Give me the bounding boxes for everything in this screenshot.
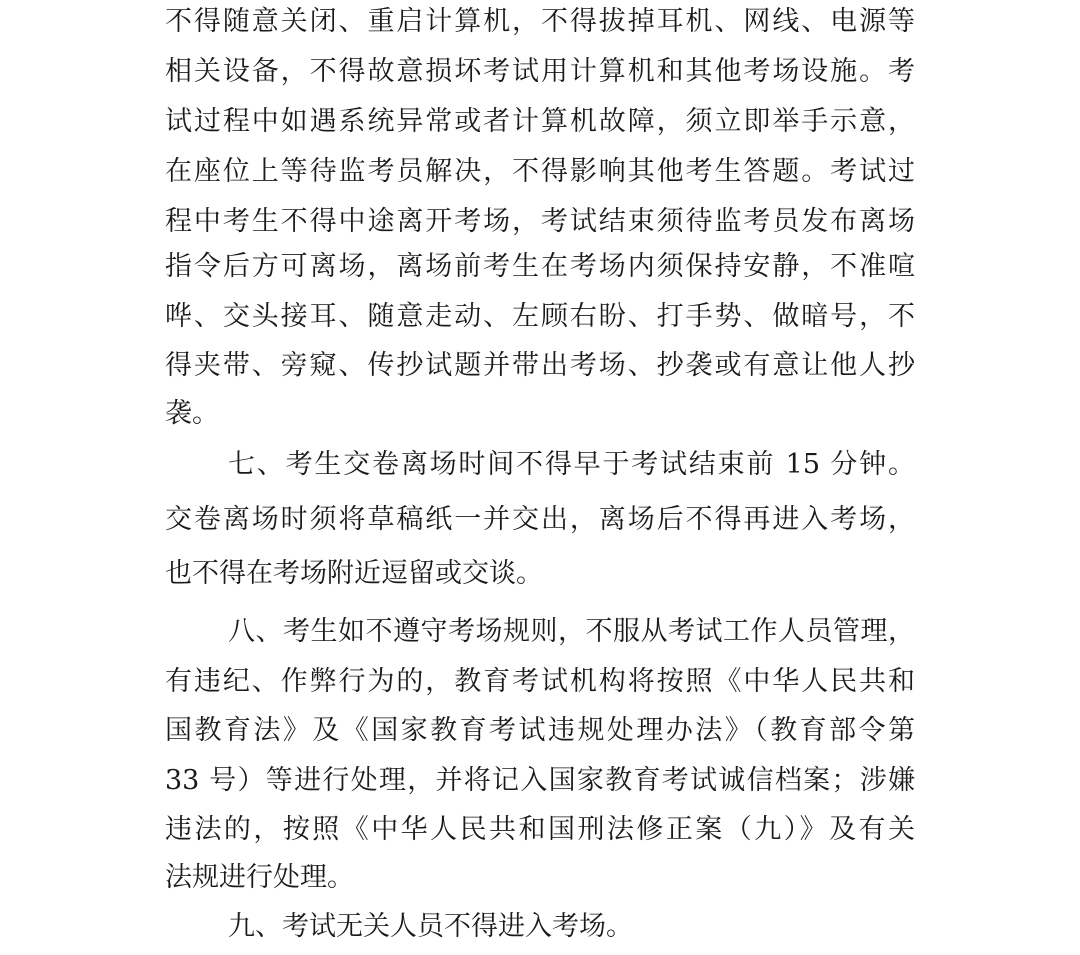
text-line: 指令后方可离场，离场前考生在考场内须保持安静，不准喧 <box>165 251 915 282</box>
text-line: 违法的，按照《中华人民共和国刑法修正案（九）》及有关 <box>165 814 915 845</box>
text-line: 交卷离场时须将草稿纸一并交出，离场后不得再进入考场， <box>165 504 915 535</box>
text-line: 33 号）等进行处理，并将记入国家教育考试诚信档案；涉嫌 <box>165 765 915 796</box>
text-line: 国教育法》及《国家教育考试违规处理办法》（教育部令第 <box>165 715 915 746</box>
text-line: 试过程中如遇系统异常或者计算机故障，须立即举手示意， <box>165 106 915 137</box>
text-line: 也不得在考场附近逗留或交谈。 <box>165 558 543 589</box>
text-line: 不得随意关闭、重启计算机，不得拔掉耳机、网线、电源等 <box>165 6 915 37</box>
text-line: 在座位上等待监考员解决，不得影响其他考生答题。考试过 <box>165 156 915 187</box>
text-line: 程中考生不得中途离开考场，考试结束须待监考员发布离场 <box>165 206 915 237</box>
text-line: 得夹带、旁窥、传抄试题并带出考场、抄袭或有意让他人抄 <box>165 350 915 381</box>
rule-7-heading-line: 七、考生交卷离场时间不得早于考试结束前 15 分钟。 <box>228 449 915 480</box>
text-line: 法规进行处理。 <box>165 862 354 893</box>
text-line: 有违纪、作弊行为的，教育考试机构将按照《中华人民共和 <box>165 666 915 697</box>
text-line: 哗、交头接耳、随意走动、左顾右盼、打手势、做暗号，不 <box>165 301 915 332</box>
rule-8-heading-line: 八、考生如不遵守考场规则，不服从考试工作人员管理， <box>228 616 915 647</box>
text-line: 相关设备，不得故意损坏考试用计算机和其他考场设施。考 <box>165 56 915 87</box>
text-line: 袭。 <box>165 398 219 429</box>
rule-9-heading-line: 九、考试无关人员不得进入考场。 <box>228 911 633 942</box>
